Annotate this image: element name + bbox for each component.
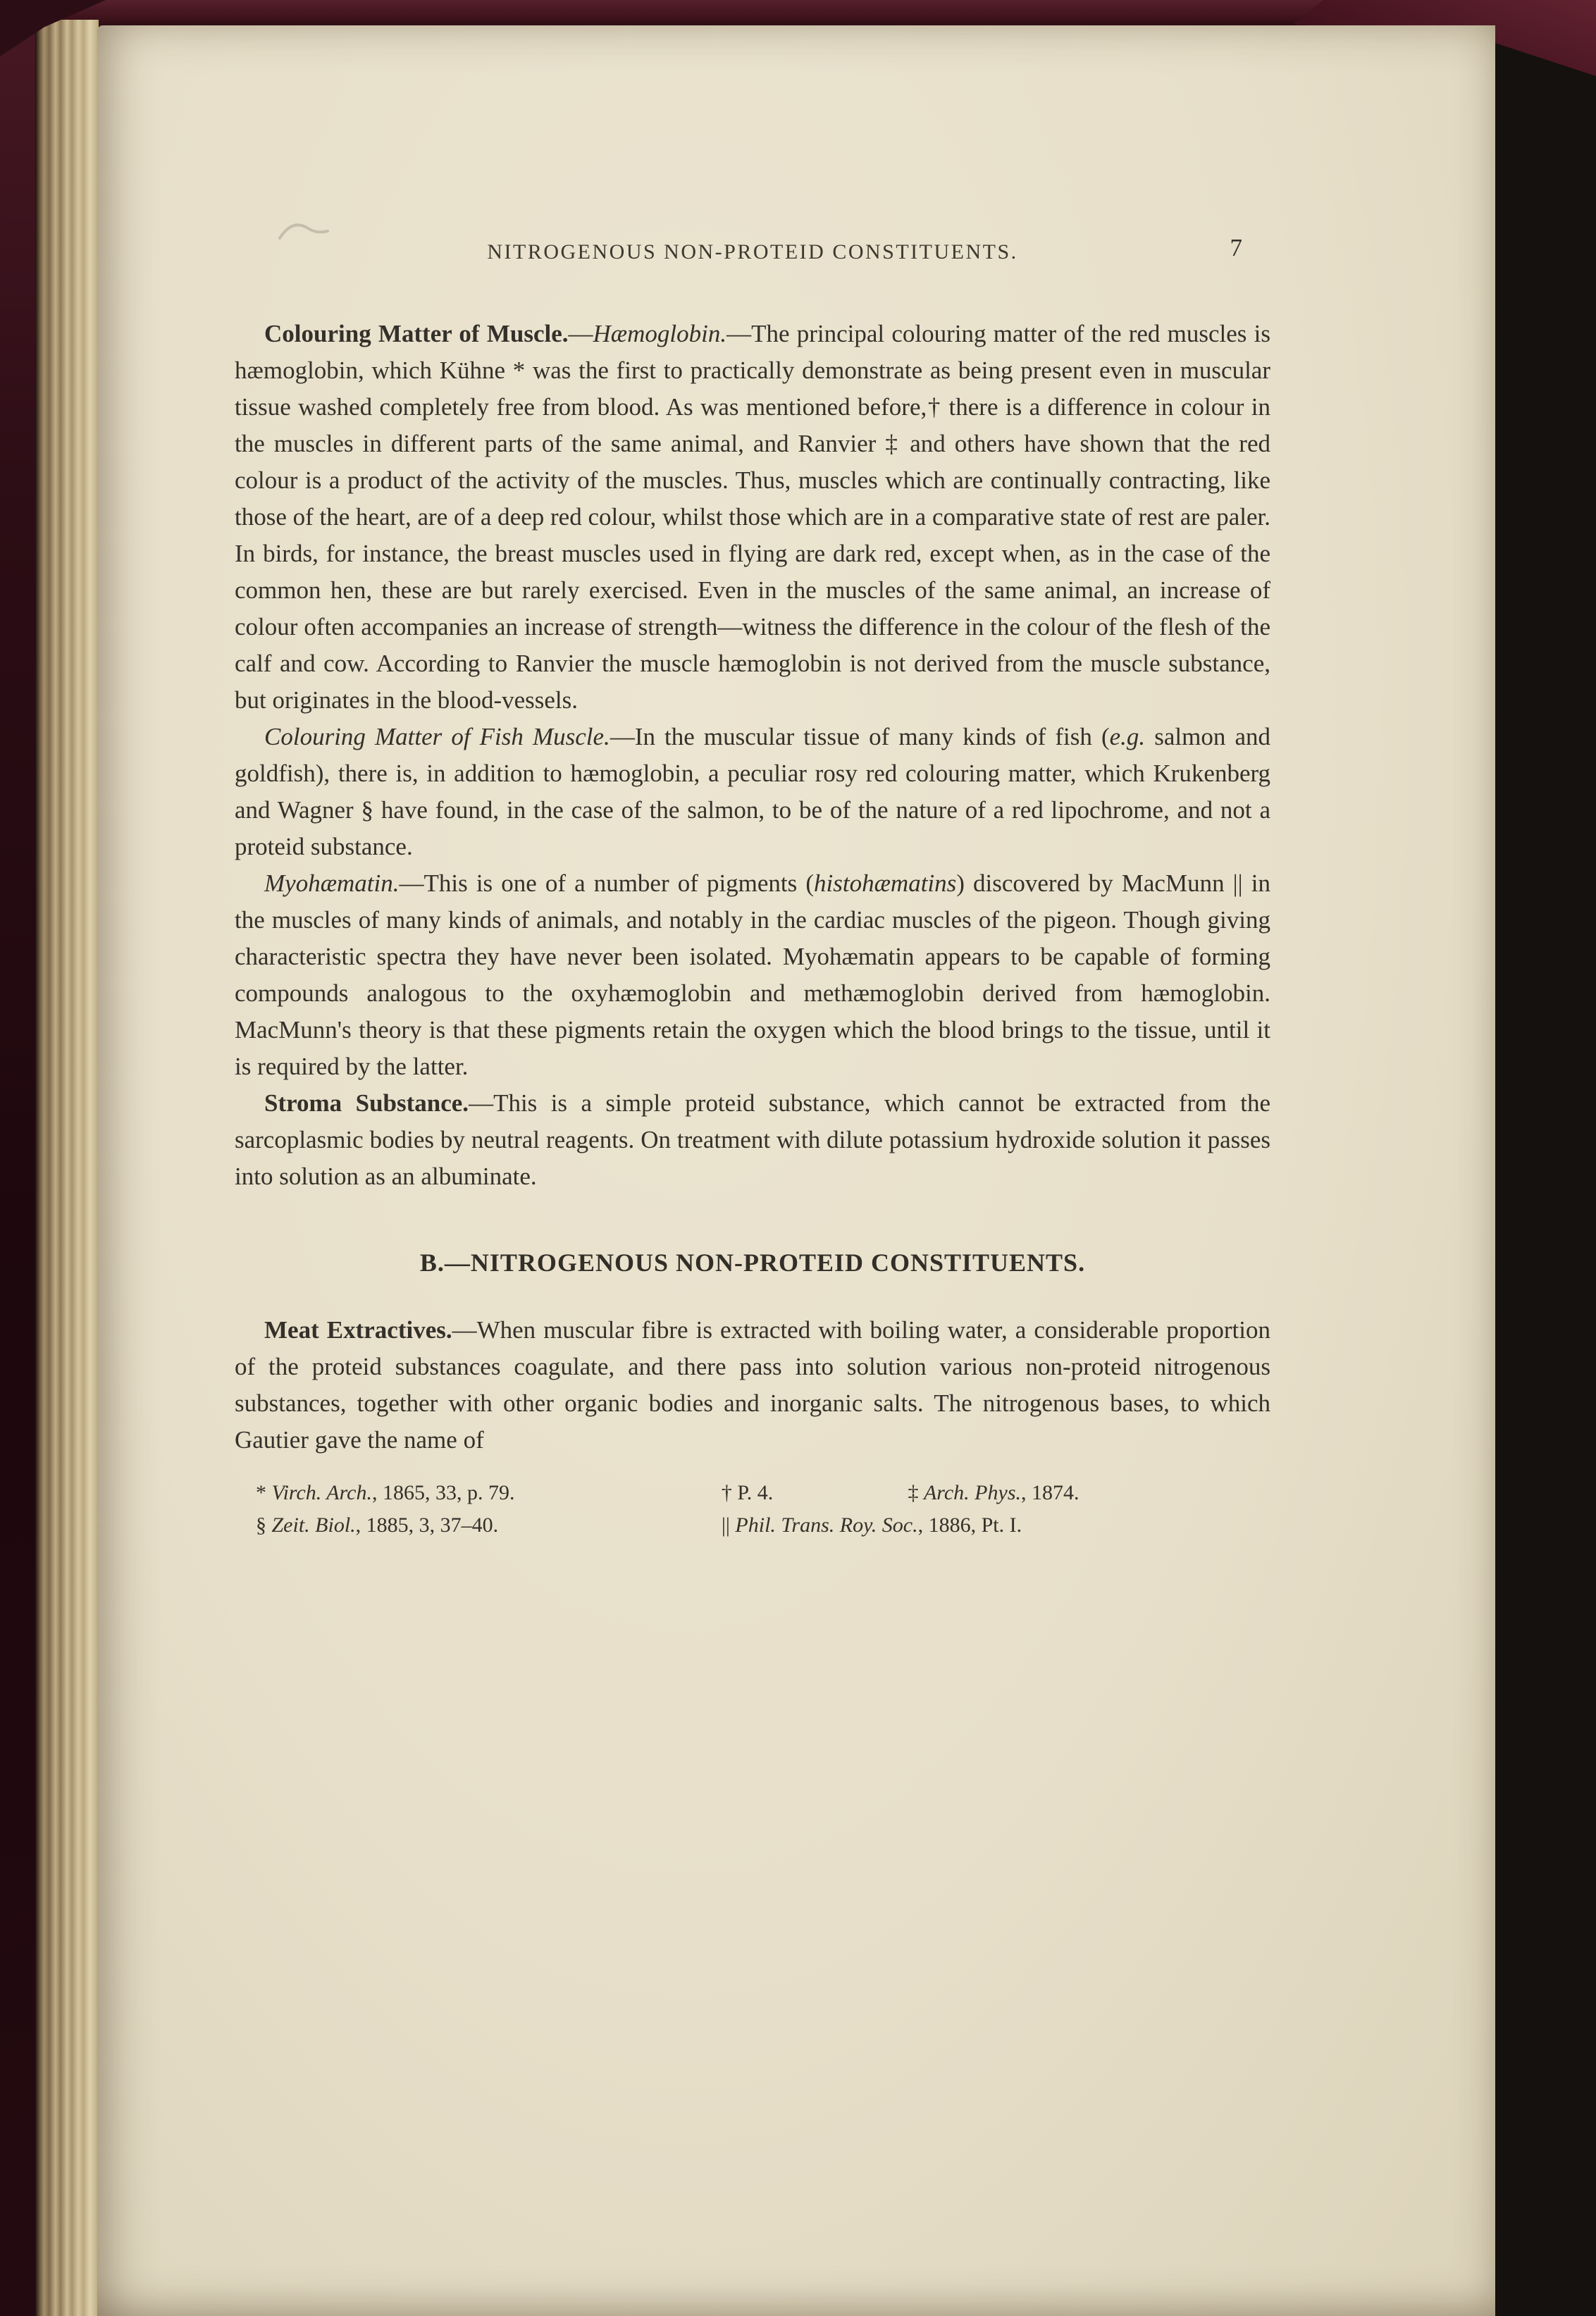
footnote-arch-phys: ‡ Arch. Phys., 1874. — [908, 1481, 1080, 1504]
footnote-zeit-biol: § Zeit. Biol., 1885, 3, 37–40. — [256, 1513, 499, 1537]
book-spine-strip — [0, 0, 35, 2316]
paragraph-myohaematin: Myohæmatin.—This is one of a number of pigments (histohæmatins) discovered by MacMunn || in the muscles of many kinds of animals, and notably in the cardiac muscles of the pigeon. Though giving characteristic spectra they have never been isolated. Myohæmatin appears to be capable of forming compounds analogous to the oxyhæmoglobin and methæmoglobin derived from hæmoglobin. MacMunn's theory is that these pigments retain the oxygen which the blood brings to the tissue, until it is required by the latter. — [235, 869, 1270, 1080]
running-header-title: NITROGENOUS NON-PROTEID CONSTITUENTS. — [487, 240, 1018, 264]
text-column — [235, 25, 1270, 1542]
footnote-line-1 — [235, 1477, 1270, 1509]
paragraph-meat-extractives: Meat Extractives.—When muscular fibre is extracted with boiling water, a considerable proportion of the proteid substances coagulate, and there pass into solution various non-proteid nitrogenous substances, together with other organic bodies and inorganic salts. The nitrogenous bases, to which Gautier gave the name of — [235, 1316, 1270, 1454]
section-heading: B.—NITROGENOUS NON-PROTEID CONSTITUENTS. — [419, 1249, 1086, 1277]
paragraph-stroma-substance: Stroma Substance.—This is a simple proteid substance, which cannot be extracted from the sarcoplasmic bodies by neutral reagents. On treatment with dilute potassium hydroxide solution it passes into solution as an albuminate. — [235, 1089, 1270, 1190]
footnote-virch-arch: * Virch. Arch., 1865, 33, p. 79. — [256, 1481, 515, 1504]
paragraph-colouring-matter-fish: Colouring Matter of Fish Muscle.—In the muscular tissue of many kinds of fish (e.g. salmon and goldfish), there is, in addition to hæmoglobin, a peculiar rosy red colouring matter, which Krukenberg and Wagner § have found, in the case of the salmon, to be of the nature of a red lipochrome, and not a proteid substance. — [235, 723, 1270, 860]
paragraph-colouring-matter-muscle: Colouring Matter of Muscle.—Hæmoglobin.—The principal colouring matter of the red muscles is hæmoglobin, which Kühne * was the first to practically demonstrate as being present even in muscular tissue washed completely free from blood. As was mentioned before,† there is a difference in colour in the muscles in different parts of the same animal, and Ranvier ‡ and others have shown that the red colour is a product of the activity of the muscles. Thus, muscles which are continually contracting, like those of the heart, are of a deep red colour, whilst those which are in a comparative state of rest are paler. In birds, for instance, the breast muscles used in flying are dark red, except when, as in the case of the common hen, these are but rarely exercised. Even in the muscles of the same animal, an increase of colour often accompanies an increase of strength—witness the difference in the colour of the flesh of the calf and cow. According to Ranvier the muscle hæmoglobin is not derived from the muscle substance, but originates in the blood-vessels. — [235, 320, 1270, 714]
footnote-line-2 — [235, 1509, 1270, 1542]
page-number: 7 — [1230, 234, 1242, 261]
footnotes — [235, 1477, 1270, 1542]
footnote-phil-trans: || Phil. Trans. Roy. Soc., 1886, Pt. I. — [721, 1513, 1022, 1537]
footnote-p4: † P. 4. — [721, 1481, 774, 1504]
book-page — [97, 25, 1495, 2316]
running-header — [235, 234, 1270, 271]
stacked-page-edges — [35, 20, 99, 2316]
